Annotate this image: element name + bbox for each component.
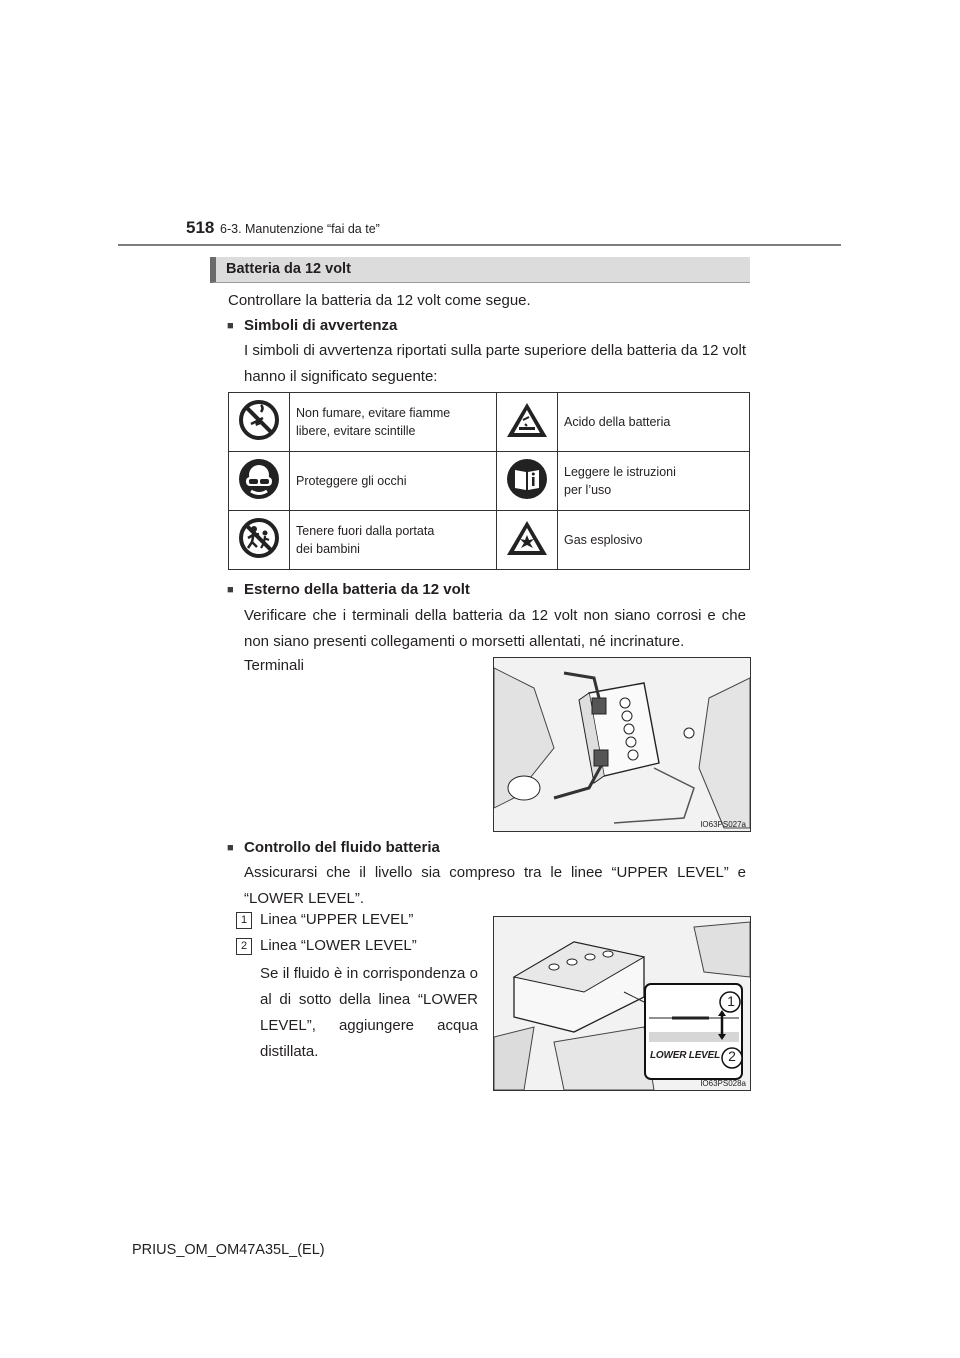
page-number: 518 bbox=[186, 218, 215, 237]
footer-code: PRIUS_OM_OM47A35L_(EL) bbox=[132, 1242, 325, 1258]
intro-text: Controllare la batteria da 12 volt come segue. bbox=[228, 292, 531, 309]
table-row bbox=[229, 511, 750, 570]
header-divider bbox=[118, 244, 841, 246]
explosive-gas-icon bbox=[497, 511, 558, 570]
figure-callout-2: 2 bbox=[728, 1048, 736, 1064]
symbol-desc-line: Gas esplosivo bbox=[564, 533, 643, 547]
figure-code: IO63PS027a bbox=[700, 820, 746, 829]
symbol-desc-line: dei bambini bbox=[296, 542, 360, 556]
table-row bbox=[229, 452, 750, 511]
read-manual-icon bbox=[497, 452, 558, 511]
symbol-desc-line: Tenere fuori dalla portata bbox=[296, 524, 435, 538]
fluid-note: Se il fluido è in corrispondenza o al di sotto della linea “LOWER LEVEL”, aggiungere acqua distillata. bbox=[260, 965, 478, 1060]
symbol-desc-line: Non fumare, evitare fiamme bbox=[296, 406, 451, 420]
chapter-title: 6-3. Manutenzione “fai da te” bbox=[220, 222, 380, 236]
section-title: Batteria da 12 volt bbox=[226, 261, 351, 277]
warning-symbols-table bbox=[228, 392, 750, 570]
fluid-description: Assicurarsi che il livello sia compreso tra le linee “UPPER LEVEL” e “LOWER LEVEL”. bbox=[244, 864, 746, 907]
section-heading bbox=[210, 257, 750, 283]
keep-away-children-icon bbox=[229, 511, 290, 570]
symbol-desc bbox=[558, 511, 750, 570]
engine-bay-illustration bbox=[494, 658, 750, 831]
battery-terminals-figure bbox=[493, 657, 751, 832]
symbol-desc-line: Leggere le istruzioni bbox=[564, 465, 676, 479]
callout-number: 1 bbox=[236, 912, 252, 929]
warning-symbols-description: I simboli di avvertenza riportati sulla parte superiore della batteria da 12 volt hanno il significato seguente: bbox=[244, 342, 746, 385]
no-smoking-icon bbox=[229, 393, 290, 452]
figure-code: IO63PS028a bbox=[700, 1079, 746, 1088]
upper-level-item: Linea “UPPER LEVEL” bbox=[260, 911, 414, 928]
terminals-label: Terminali bbox=[244, 657, 305, 674]
symbol-desc bbox=[290, 393, 497, 452]
symbol-desc-line: Acido della batteria bbox=[564, 415, 671, 429]
warning-symbols-heading: ■ Simboli di avvertenza bbox=[244, 317, 397, 334]
symbol-desc bbox=[290, 511, 497, 570]
callout-number: 2 bbox=[236, 938, 252, 955]
exterior-heading: ■ Esterno della batteria da 12 volt bbox=[244, 581, 470, 598]
symbol-desc-line: per l’uso bbox=[564, 483, 612, 497]
exterior-description: Verificare che i terminali della batteria da 12 volt non siano corrosi e che non siano presenti collegamenti o morsetti allentati, né incrinature. bbox=[244, 607, 746, 650]
lower-level-figure-label: LOWER LEVEL bbox=[650, 1050, 721, 1061]
lower-level-item: Linea “LOWER LEVEL” bbox=[260, 937, 417, 954]
symbol-desc bbox=[558, 452, 750, 511]
eye-protection-icon bbox=[229, 452, 290, 511]
symbol-desc-line: Proteggere gli occhi bbox=[296, 474, 407, 488]
symbol-desc-line: libere, evitare scintille bbox=[296, 424, 416, 438]
symbol-desc bbox=[290, 452, 497, 511]
symbol-desc bbox=[558, 393, 750, 452]
battery-acid-icon bbox=[497, 393, 558, 452]
fluid-level-figure bbox=[493, 916, 751, 1091]
table-row bbox=[229, 393, 750, 452]
battery-fluid-illustration bbox=[494, 917, 750, 1090]
fluid-heading: ■ Controllo del fluido batteria bbox=[244, 839, 440, 856]
figure-callout-1: 1 bbox=[727, 993, 735, 1009]
